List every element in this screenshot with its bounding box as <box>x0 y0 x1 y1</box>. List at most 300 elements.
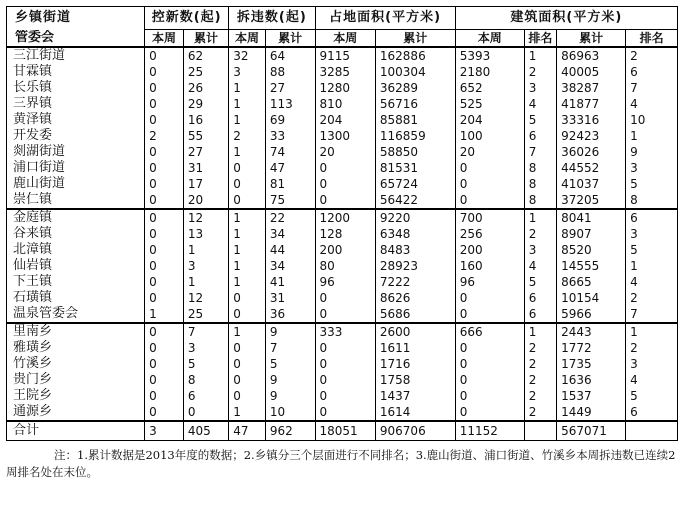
table-cell: 1 <box>229 96 266 112</box>
table-cell: 2 <box>524 226 556 242</box>
table-cell: 0 <box>455 192 524 209</box>
table-cell: 8 <box>524 160 556 176</box>
table-cell: 1 <box>229 112 266 128</box>
header-group-land-area: 占地面积(平方米) <box>315 7 455 30</box>
table-cell: 0 <box>145 112 184 128</box>
table-row <box>7 356 678 372</box>
table-row <box>7 176 678 192</box>
table-header <box>7 7 678 48</box>
group-mountain-towns <box>7 209 678 323</box>
table-cell: 0 <box>455 372 524 388</box>
table-cell: 7 <box>183 323 228 340</box>
table-cell: 0 <box>145 242 184 258</box>
table-row <box>7 242 678 258</box>
table-row <box>7 258 678 274</box>
table-row <box>7 192 678 209</box>
table-cell: 1 <box>229 274 266 290</box>
table-cell: 0 <box>229 356 266 372</box>
unit-name-cell: 浦口街道 <box>7 160 145 176</box>
table-cell: 27 <box>183 144 228 160</box>
unit-name-cell: 三界镇 <box>7 96 145 112</box>
table-cell: 0 <box>145 340 184 356</box>
table-cell: 37205 <box>557 192 626 209</box>
table-cell: 56422 <box>375 192 455 209</box>
table-cell: 20 <box>183 192 228 209</box>
table-cell: 4 <box>524 258 556 274</box>
unit-name-cell: 石璜镇 <box>7 290 145 306</box>
table-cell: 64 <box>265 47 315 64</box>
total-row <box>7 421 678 441</box>
subheader-cell: 累计 <box>183 30 228 48</box>
table-cell: 100304 <box>375 64 455 80</box>
table-cell: 10 <box>265 404 315 421</box>
table-cell: 1 <box>229 242 266 258</box>
table-cell: 1772 <box>557 340 626 356</box>
unit-name-cell: 金庭镇 <box>7 209 145 226</box>
table-cell: 0 <box>145 388 184 404</box>
unit-name-cell: 里南乡 <box>7 323 145 340</box>
table-cell: 6 <box>626 64 678 80</box>
table-row <box>7 160 678 176</box>
table-row <box>7 404 678 421</box>
total-label: 合计 <box>7 421 145 441</box>
table-cell: 0 <box>315 372 375 388</box>
unit-name-cell: 温泉管委会 <box>7 306 145 323</box>
table-cell: 8 <box>524 176 556 192</box>
header-group-building-area: 建筑面积(平方米) <box>455 7 677 30</box>
table-cell: 0 <box>145 80 184 96</box>
table-cell: 1537 <box>557 388 626 404</box>
table-cell: 40005 <box>557 64 626 80</box>
table-cell: 0 <box>183 404 228 421</box>
table-cell: 41037 <box>557 176 626 192</box>
table-cell: 96 <box>455 274 524 290</box>
statistics-sheet <box>6 6 678 481</box>
table-cell: 1735 <box>557 356 626 372</box>
table-cell: 81531 <box>375 160 455 176</box>
table-cell: 0 <box>315 340 375 356</box>
table-cell: 525 <box>455 96 524 112</box>
table-cell: 31 <box>265 290 315 306</box>
table-cell: 0 <box>145 192 184 209</box>
table-cell: 34 <box>265 258 315 274</box>
table-cell: 34 <box>265 226 315 242</box>
table-cell: 80 <box>315 258 375 274</box>
table-cell: 5966 <box>557 306 626 323</box>
total-cell: 47 <box>229 421 266 441</box>
table-cell: 7 <box>626 306 678 323</box>
unit-name-cell: 雅璜乡 <box>7 340 145 356</box>
table-row <box>7 209 678 226</box>
table-row <box>7 64 678 80</box>
table-cell: 2443 <box>557 323 626 340</box>
table-cell: 0 <box>229 372 266 388</box>
table-cell: 333 <box>315 323 375 340</box>
subheader-cell: 本周 <box>455 30 524 48</box>
table-cell: 6348 <box>375 226 455 242</box>
table-cell: 1 <box>229 209 266 226</box>
table-cell: 10154 <box>557 290 626 306</box>
table-cell: 0 <box>455 290 524 306</box>
unit-name-cell: 甘霖镇 <box>7 64 145 80</box>
table-cell: 1 <box>524 209 556 226</box>
table-cell: 160 <box>455 258 524 274</box>
total-cell: 3 <box>145 421 184 441</box>
table-cell: 29 <box>183 96 228 112</box>
table-cell: 8907 <box>557 226 626 242</box>
table-cell: 96 <box>315 274 375 290</box>
table-cell: 22 <box>265 209 315 226</box>
table-cell: 1 <box>524 323 556 340</box>
table-cell: 2 <box>524 404 556 421</box>
group-townships <box>7 323 678 421</box>
table-cell: 1437 <box>375 388 455 404</box>
unit-name-cell: 下王镇 <box>7 274 145 290</box>
table-cell: 10 <box>626 112 678 128</box>
table-cell: 2 <box>524 340 556 356</box>
table-cell: 2 <box>145 128 184 144</box>
table-cell: 86963 <box>557 47 626 64</box>
unit-name-cell: 通源乡 <box>7 404 145 421</box>
table-cell: 1 <box>183 274 228 290</box>
table-cell: 1300 <box>315 128 375 144</box>
table-cell: 652 <box>455 80 524 96</box>
table-cell: 0 <box>145 226 184 242</box>
table-cell: 44 <box>265 242 315 258</box>
table-cell: 0 <box>229 192 266 209</box>
header-group-kongxin: 控新数(起) <box>145 7 229 30</box>
table-cell: 0 <box>229 160 266 176</box>
table-cell: 20 <box>455 144 524 160</box>
table-cell: 116859 <box>375 128 455 144</box>
footnote: 注：1.累计数据是2013年度的数据；2.乡镇分三个层面进行不同排名；3.鹿山街道、浦口街道、竹溪乡本周拆违数已连续2周排名处在末位。 <box>6 448 676 479</box>
table-row <box>7 226 678 242</box>
unit-name-cell: 竹溪乡 <box>7 356 145 372</box>
table-cell: 0 <box>145 96 184 112</box>
table-cell: 1614 <box>375 404 455 421</box>
table-cell: 204 <box>455 112 524 128</box>
table-cell: 58850 <box>375 144 455 160</box>
table-cell: 1758 <box>375 372 455 388</box>
table-cell: 7 <box>626 80 678 96</box>
table-cell: 1 <box>524 47 556 64</box>
header-org: 乡镇街道 <box>7 7 145 30</box>
unit-name-cell: 长乐镇 <box>7 80 145 96</box>
table-cell: 0 <box>455 356 524 372</box>
table-cell: 200 <box>455 242 524 258</box>
total-cell <box>524 421 556 441</box>
table-cell: 0 <box>145 372 184 388</box>
table-cell: 0 <box>229 176 266 192</box>
table-cell: 41 <box>265 274 315 290</box>
table-cell: 4 <box>626 96 678 112</box>
table-cell: 16 <box>183 112 228 128</box>
table-cell: 5 <box>626 388 678 404</box>
table-cell: 0 <box>455 388 524 404</box>
table-cell: 3 <box>229 64 266 80</box>
table-cell: 20 <box>315 144 375 160</box>
table-row <box>7 80 678 96</box>
unit-name-cell: 鹿山街道 <box>7 176 145 192</box>
table-cell: 9 <box>265 372 315 388</box>
table-cell: 0 <box>145 160 184 176</box>
table-cell: 2 <box>626 47 678 64</box>
table-cell: 8 <box>524 192 556 209</box>
unit-name-cell: 开发委 <box>7 128 145 144</box>
table-cell: 666 <box>455 323 524 340</box>
table-cell: 5 <box>524 274 556 290</box>
table-cell: 0 <box>455 340 524 356</box>
table-cell: 2 <box>229 128 266 144</box>
table-cell: 14555 <box>557 258 626 274</box>
table-cell: 810 <box>315 96 375 112</box>
table-cell: 33316 <box>557 112 626 128</box>
table-cell: 0 <box>315 290 375 306</box>
table-row <box>7 144 678 160</box>
table-row <box>7 306 678 323</box>
table-cell: 9 <box>626 144 678 160</box>
subheader-cell: 本周 <box>229 30 266 48</box>
table-cell: 2600 <box>375 323 455 340</box>
table-cell: 7222 <box>375 274 455 290</box>
table-cell: 8 <box>626 192 678 209</box>
table-cell: 1200 <box>315 209 375 226</box>
table-cell: 9 <box>265 323 315 340</box>
group-street-towns <box>7 47 678 209</box>
table-cell: 0 <box>145 290 184 306</box>
table-cell: 0 <box>145 258 184 274</box>
unit-name-cell: 北漳镇 <box>7 242 145 258</box>
table-cell: 74 <box>265 144 315 160</box>
table-cell: 0 <box>315 192 375 209</box>
table-cell: 5 <box>626 242 678 258</box>
table-cell: 5 <box>626 176 678 192</box>
table-cell: 162886 <box>375 47 455 64</box>
table-cell: 6 <box>524 306 556 323</box>
unit-name-cell: 剡湖街道 <box>7 144 145 160</box>
table-cell: 12 <box>183 209 228 226</box>
table-cell: 17 <box>183 176 228 192</box>
table-cell: 1 <box>229 404 266 421</box>
table-cell: 1 <box>183 242 228 258</box>
table-cell: 0 <box>315 404 375 421</box>
table-cell: 5 <box>265 356 315 372</box>
table-cell: 65724 <box>375 176 455 192</box>
table-cell: 56716 <box>375 96 455 112</box>
table-cell: 6 <box>524 290 556 306</box>
total-cell: 567071 <box>557 421 626 441</box>
table-row <box>7 128 678 144</box>
header-org-sub: 管委会 <box>7 30 145 48</box>
total-section <box>7 421 678 441</box>
table-cell: 12 <box>183 290 228 306</box>
table-cell: 6 <box>626 209 678 226</box>
table-cell: 1449 <box>557 404 626 421</box>
table-cell: 1 <box>229 226 266 242</box>
table-cell: 81 <box>265 176 315 192</box>
table-cell: 1 <box>229 258 266 274</box>
table-cell: 0 <box>145 404 184 421</box>
subheader-cell: 累计 <box>557 30 626 48</box>
table-row <box>7 112 678 128</box>
table-cell: 1280 <box>315 80 375 96</box>
table-cell: 69 <box>265 112 315 128</box>
table-cell: 0 <box>145 209 184 226</box>
unit-name-cell: 仙岩镇 <box>7 258 145 274</box>
table-cell: 7 <box>524 144 556 160</box>
table-cell: 2 <box>626 290 678 306</box>
table-row <box>7 340 678 356</box>
table-cell: 0 <box>145 47 184 64</box>
header-group-chaiwei: 拆违数(起) <box>229 7 315 30</box>
table-cell: 9 <box>265 388 315 404</box>
unit-name-cell: 贵门乡 <box>7 372 145 388</box>
subheader-cell: 累计 <box>375 30 455 48</box>
table-cell: 5 <box>524 112 556 128</box>
table-cell: 4 <box>626 274 678 290</box>
table-cell: 27 <box>265 80 315 96</box>
table-cell: 8665 <box>557 274 626 290</box>
table-cell: 5 <box>183 356 228 372</box>
table-cell: 200 <box>315 242 375 258</box>
table-cell: 6 <box>183 388 228 404</box>
table-cell: 28923 <box>375 258 455 274</box>
table-cell: 75 <box>265 192 315 209</box>
table-row <box>7 96 678 112</box>
table-row <box>7 274 678 290</box>
table-row <box>7 47 678 64</box>
table-cell: 31 <box>183 160 228 176</box>
table-row <box>7 290 678 306</box>
table-cell: 1 <box>145 306 184 323</box>
table-cell: 9115 <box>315 47 375 64</box>
unit-name-cell: 谷来镇 <box>7 226 145 242</box>
table-cell: 1 <box>626 323 678 340</box>
table-cell: 1 <box>229 323 266 340</box>
total-cell <box>626 421 678 441</box>
table-cell: 2 <box>524 372 556 388</box>
table-cell: 4 <box>626 372 678 388</box>
table-cell: 0 <box>145 144 184 160</box>
table-cell: 0 <box>229 290 266 306</box>
table-cell: 0 <box>315 306 375 323</box>
total-cell: 18051 <box>315 421 375 441</box>
table-cell: 256 <box>455 226 524 242</box>
table-cell: 1636 <box>557 372 626 388</box>
table-cell: 8483 <box>375 242 455 258</box>
table-cell: 38287 <box>557 80 626 96</box>
table-cell: 33 <box>265 128 315 144</box>
table-cell: 128 <box>315 226 375 242</box>
unit-name-cell: 三江街道 <box>7 47 145 64</box>
total-cell: 405 <box>183 421 228 441</box>
table-cell: 25 <box>183 64 228 80</box>
statistics-table <box>6 6 678 441</box>
table-cell: 3 <box>524 242 556 258</box>
table-cell: 8520 <box>557 242 626 258</box>
table-cell: 0 <box>455 176 524 192</box>
total-cell: 11152 <box>455 421 524 441</box>
table-cell: 5686 <box>375 306 455 323</box>
table-cell: 1 <box>229 144 266 160</box>
table-cell: 26 <box>183 80 228 96</box>
subheader-cell: 本周 <box>145 30 184 48</box>
table-cell: 3 <box>626 356 678 372</box>
table-cell: 3 <box>183 258 228 274</box>
table-cell: 100 <box>455 128 524 144</box>
table-cell: 3285 <box>315 64 375 80</box>
table-cell: 8626 <box>375 290 455 306</box>
table-cell: 0 <box>455 160 524 176</box>
table-cell: 2180 <box>455 64 524 80</box>
table-cell: 0 <box>315 160 375 176</box>
table-cell: 3 <box>524 80 556 96</box>
table-cell: 700 <box>455 209 524 226</box>
table-cell: 36 <box>265 306 315 323</box>
subheader-cell: 排名 <box>524 30 556 48</box>
table-cell: 88 <box>265 64 315 80</box>
table-cell: 85881 <box>375 112 455 128</box>
table-cell: 3 <box>626 160 678 176</box>
table-row <box>7 323 678 340</box>
table-cell: 0 <box>315 176 375 192</box>
table-cell: 2 <box>524 64 556 80</box>
table-cell: 0 <box>145 176 184 192</box>
table-cell: 0 <box>145 356 184 372</box>
table-cell: 2 <box>626 340 678 356</box>
unit-name-cell: 王院乡 <box>7 388 145 404</box>
table-cell: 0 <box>145 323 184 340</box>
table-row <box>7 372 678 388</box>
table-cell: 204 <box>315 112 375 128</box>
table-cell: 0 <box>315 356 375 372</box>
table-cell: 1 <box>626 258 678 274</box>
table-cell: 8 <box>183 372 228 388</box>
table-cell: 1716 <box>375 356 455 372</box>
table-cell: 3 <box>183 340 228 356</box>
table-cell: 0 <box>229 306 266 323</box>
table-cell: 6 <box>524 128 556 144</box>
table-cell: 47 <box>265 160 315 176</box>
table-cell: 5393 <box>455 47 524 64</box>
table-cell: 36026 <box>557 144 626 160</box>
table-cell: 2 <box>524 356 556 372</box>
total-cell: 906706 <box>375 421 455 441</box>
table-cell: 0 <box>229 388 266 404</box>
table-cell: 9220 <box>375 209 455 226</box>
table-cell: 44552 <box>557 160 626 176</box>
table-cell: 3 <box>626 226 678 242</box>
table-cell: 41877 <box>557 96 626 112</box>
table-cell: 2 <box>524 388 556 404</box>
subheader-cell: 排名 <box>626 30 678 48</box>
table-cell: 0 <box>229 340 266 356</box>
table-cell: 1611 <box>375 340 455 356</box>
table-cell: 6 <box>626 404 678 421</box>
table-cell: 0 <box>455 404 524 421</box>
table-cell: 113 <box>265 96 315 112</box>
table-cell: 32 <box>229 47 266 64</box>
table-cell: 1 <box>229 80 266 96</box>
table-cell: 25 <box>183 306 228 323</box>
subheader-cell: 累计 <box>265 30 315 48</box>
table-cell: 7 <box>265 340 315 356</box>
table-cell: 1 <box>626 128 678 144</box>
table-cell: 13 <box>183 226 228 242</box>
table-cell: 8041 <box>557 209 626 226</box>
table-cell: 55 <box>183 128 228 144</box>
table-cell: 0 <box>455 306 524 323</box>
